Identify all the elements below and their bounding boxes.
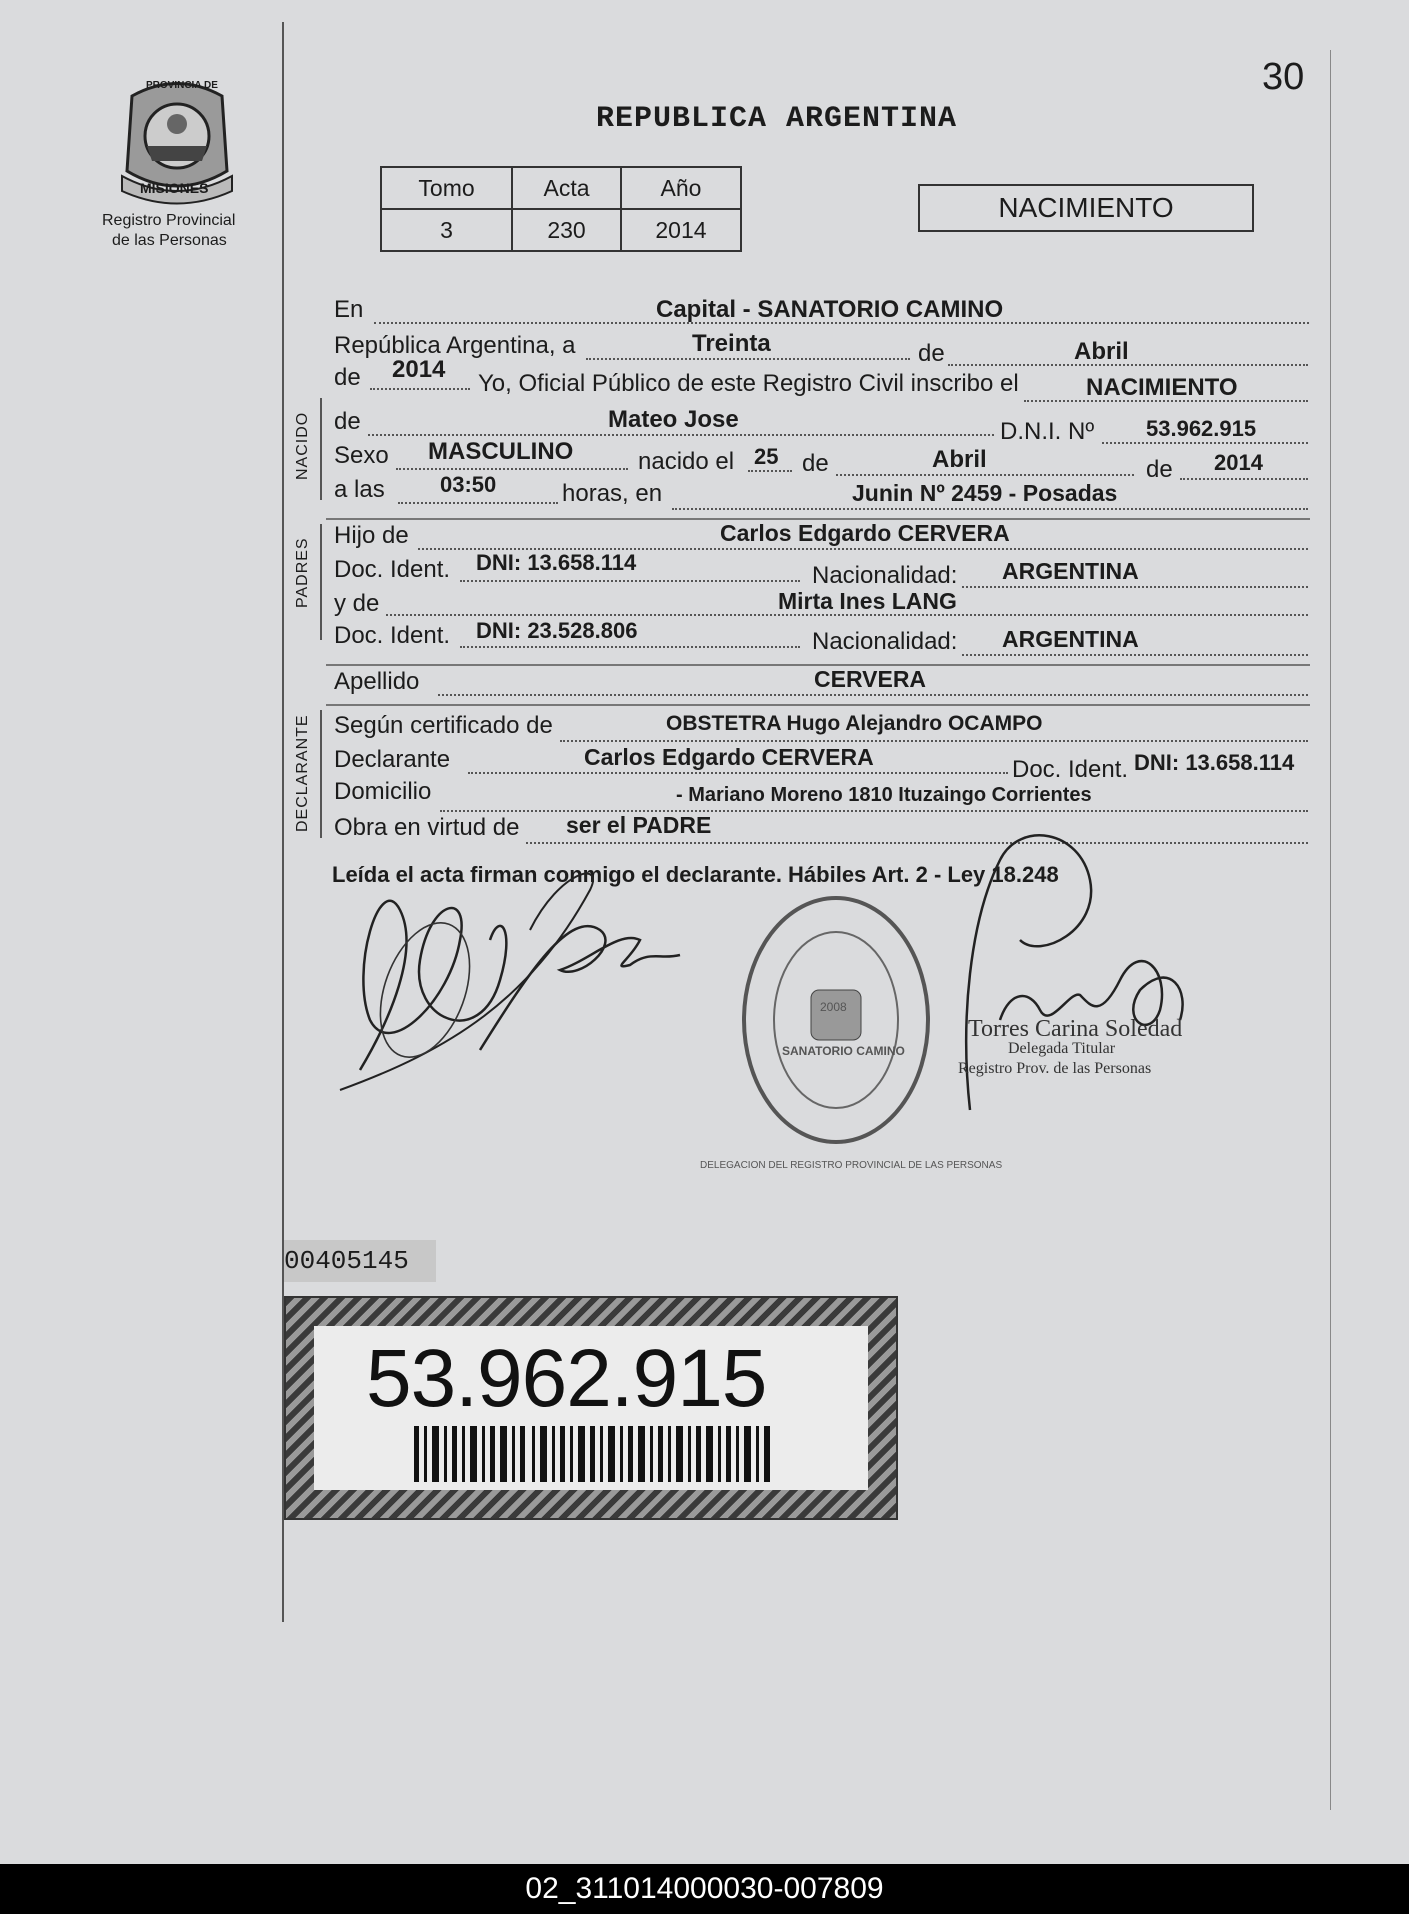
nombre-label: de [334,408,361,435]
logo-seal-top: PROVINCIA DE [146,80,218,91]
doc3-value: DNI: 13.658.114 [1134,750,1295,775]
footer-code-bar [0,1864,1409,1914]
nac2-label: Nacionalidad: [812,628,958,655]
nac-anio-line [1180,478,1308,480]
apellido-end-line [326,704,1310,706]
hijo-label: Hijo de [334,522,409,549]
alas-label: a las [334,476,385,503]
registry-value-acta: 230 [512,209,621,251]
declarante-line [468,772,1008,774]
sexo-value: MASCULINO [428,438,574,465]
sexo-line [396,468,628,470]
barcode-inner [314,1326,868,1490]
apellido-value: CERVERA [814,666,927,692]
registry-header-acta: Acta [512,167,621,209]
apellido-line [438,694,1308,696]
nac1-label: Nacionalidad: [812,562,958,589]
document-title: REPUBLICA ARGENTINA [596,102,958,136]
official-name: Torres Carina Soledad [968,1016,1183,1042]
en-label: En [334,296,364,323]
doc-type-label: NACIMIENTO [998,192,1174,223]
page-number: 30 [1262,56,1305,98]
nac-mes-line [836,474,1134,476]
horas-label: horas, en [562,480,663,507]
serial-number: 00405145 [284,1246,409,1276]
de-label: de [918,340,945,367]
republica-label: República Argentina, a [334,332,576,359]
nacido-label: nacido el [638,448,735,475]
registry-value-tomo: 3 [381,209,512,251]
right-edge-line [1330,50,1331,1810]
barcode-number: 53.962.915 [366,1333,767,1424]
doc3-label: Doc. Ident. [1012,756,1129,783]
dni-line [1102,442,1308,444]
domicilio-value: - Mariano Moreno 1810 Ituzaingo Corrientes [676,784,1092,806]
registry-value-anio: 2014 [621,209,741,251]
en-value: Capital - SANATORIO CAMINO [656,296,1004,323]
mes-value: Abril [1074,338,1129,365]
dia-value: Treinta [692,330,771,357]
dia-line [586,358,910,360]
doc2-label: Doc. Ident. [334,622,451,649]
nac-dia-line [748,470,792,472]
barcode-bars [414,1426,774,1482]
de4-label: de [1146,456,1173,483]
obra-value: ser el PADRE [566,812,712,838]
logo-seal-bottom: MISIONES [140,180,209,196]
doc1-line [460,580,800,582]
doc-type-box [918,184,1254,232]
madre-value: Mirta Ines LANG [778,588,957,614]
cert-label: Según certificado de [334,712,553,739]
anio-line [370,388,470,390]
de2-label: de [334,364,361,391]
oficial-text: Yo, Oficial Público de este Registro Civil inscribo el [478,370,1019,397]
nac1-value: ARGENTINA [1002,558,1139,584]
dni-value: 53.962.915 [1146,416,1257,441]
cert-value: OBSTETRA Hugo Alejandro OCAMPO [666,712,1043,735]
registry-table [380,166,742,252]
logo-caption-2: de las Personas [112,232,227,249]
de3-label: de [802,450,829,477]
obra-label: Obra en virtud de [334,814,520,841]
stamp-year: 2008 [820,1000,847,1014]
padres-bracket [320,524,322,640]
declarante-label: Declarante [334,746,451,773]
lugar-line [672,508,1308,510]
nac-mes-value: Abril [932,446,987,473]
lugar-value: Junin Nº 2459 - Posadas [852,480,1118,506]
stamp-inner-text: SANATORIO CAMINO [782,1044,905,1058]
section-padres: PADRES [294,537,311,608]
sexo-label: Sexo [334,442,389,469]
doc1-value: DNI: 13.658.114 [476,550,637,575]
registry-header-tomo: Tomo [381,167,512,209]
nac2-line [962,654,1308,656]
barcode-label [284,1296,898,1520]
yde-label: y de [334,590,380,617]
registry-stamp-icon [736,890,936,1150]
nombre-line [368,434,994,436]
footer-code: 02_311014000030-007809 [525,1872,884,1905]
serial-label-box [284,1240,436,1282]
official-role: Delegada Titular [1008,1040,1116,1057]
stamp-ring-text: DELEGACION DEL REGISTRO PROVINCIAL DE LAS PERSONAS [700,1160,1003,1171]
anio-value: 2014 [392,356,446,383]
nac2-value: ARGENTINA [1002,626,1139,652]
declarante-value: Carlos Edgardo CERVERA [584,744,874,770]
hora-value: 03:50 [440,472,497,497]
hora-line [398,502,558,504]
doc1-label: Doc. Ident. [334,556,451,583]
doc2-line [460,646,800,648]
nacido-bracket [320,398,322,500]
registry-header-anio: Año [621,167,741,209]
nac-dia-value: 25 [754,444,779,469]
padre-value: Carlos Edgardo CERVERA [720,520,1010,546]
official-org: Registro Prov. de las Personas [958,1060,1152,1077]
declarant-signature [330,850,700,1110]
section-nacido: NACIDO [294,411,311,480]
dni-label: D.N.I. Nº [1000,418,1095,445]
section-declarante: DECLARANTE [294,714,311,832]
nombre-value: Mateo Jose [608,406,739,433]
apellido-label: Apellido [334,668,420,695]
logo-caption-1: Registro Provincial [102,212,236,229]
nac-anio-value: 2014 [1214,450,1263,475]
closing-text: Leída el acta firman conmigo el declarante. Hábiles Art. 2 - Ley 18.248 [332,862,1059,887]
nac1-line [962,586,1308,588]
declarante-bracket [320,710,322,838]
domicilio-label: Domicilio [334,778,432,805]
cert-line [560,740,1308,742]
inscribe-value: NACIMIENTO [1086,374,1238,401]
doc2-value: DNI: 23.528.806 [476,618,638,643]
